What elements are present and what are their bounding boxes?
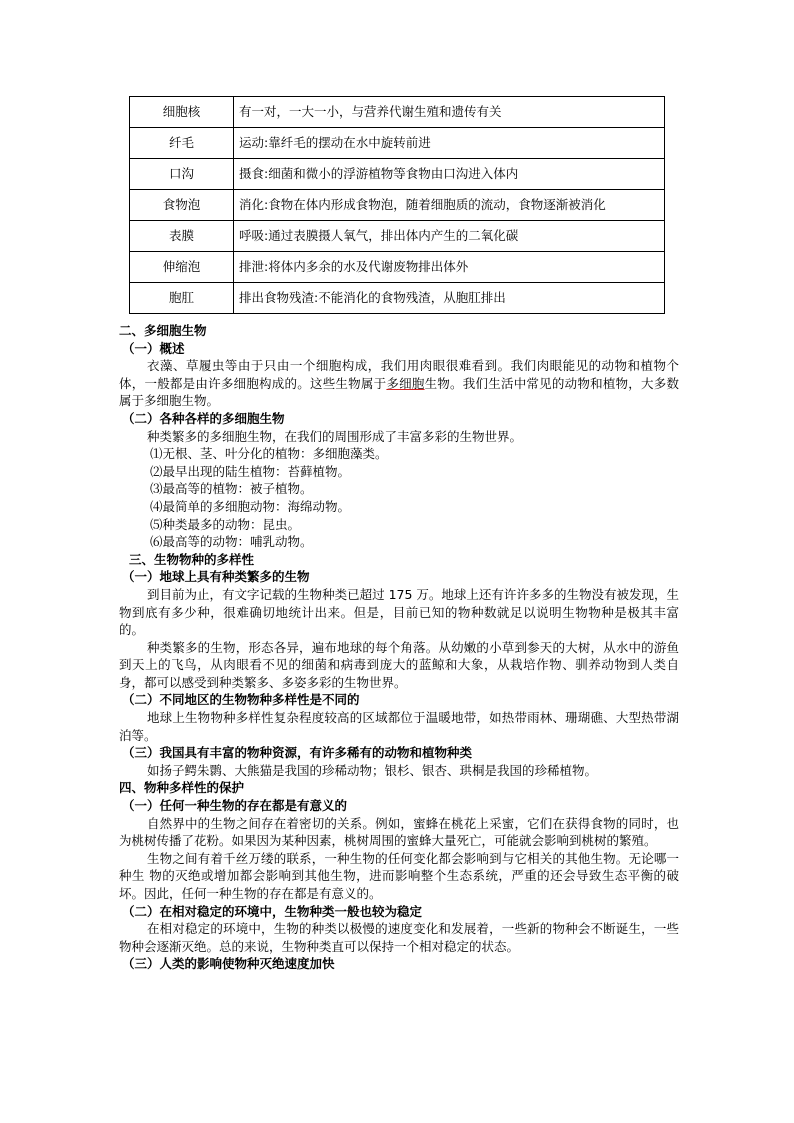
section-heading-species-diversity: 三、生物物种的多样性	[129, 551, 255, 567]
paragraph: 如扬子鳄朱鹮、大熊猫是我国的珍稀动物；银杉、银杏、珙桐是我国的珍稀植物。	[147, 762, 598, 778]
organelle-function-cell: 运动:靠纤毛的摆动在水中旋转前进	[234, 128, 665, 159]
list-item: ⑶最高等的植物：被子植物。	[150, 481, 313, 497]
table-row	[130, 221, 665, 252]
list-item: ⑷最简单的多细胞动物：海绵动物。	[150, 498, 351, 514]
organelle-function-cell: 呼吸:通过表膜摄人氧气，排出体内产生的二氧化碳	[234, 221, 665, 252]
subsection-heading-every-species-matters: （一）任何一种生物的存在都是有意义的	[122, 798, 348, 814]
organelle-name-cell: 食物泡	[130, 190, 234, 221]
table-row	[130, 252, 665, 283]
subsection-heading-stable-environment: （二）在相对稳定的环境中，生物种类一般也较为稳定	[122, 903, 423, 919]
document-body	[119, 322, 679, 973]
paragraph: 到目前为止，有文字记载的生物种类已超过 175 万。地球上还有许许多多的生物没有被发现，生物到底有多少种，很难确切地统计出来。但是，目前已知的物种数就足以说明生物物种是极其丰富的。	[119, 586, 679, 638]
organelle-name-cell: 口沟	[130, 159, 234, 190]
subsection-heading-overview: （一）概述	[122, 340, 185, 356]
organelle-table-body	[130, 97, 665, 314]
paragraph: 自然界中的生物之间存在着密切的关系。例如，蜜蜂在桃花上采蜜，它们在获得食物的同时，也为桃树传播了花粉。如果因为某种因素，桃树周围的蜜蜂大量死亡，可能就会影响到桃树的繁殖。	[119, 815, 679, 849]
paragraph	[119, 357, 679, 410]
paragraph-text: 衣藻、草履虫等由于只由一个细胞构成，我们用肉眼很难看到。我们肉眼能见的动物和植物个体，一般都是由许多细胞构成的。这些生物属于	[119, 358, 679, 391]
subsection-heading-many-species: （一）地球上具有种类繁多的生物	[122, 569, 310, 585]
paragraph-text: 生物。我们生活中常见的动物和植物，大多数属于多细胞生物。	[119, 375, 679, 409]
subsection-heading-variety: （二）各种各样的多细胞生物	[122, 410, 285, 426]
subsection-heading-regional-diversity: （二）不同地区的生物物种多样性是不同的	[122, 692, 360, 708]
organelle-function-cell: 消化:食物在体内形成食物泡，随着细胞质的流动，食物逐渐被消化	[234, 190, 665, 221]
underlined-term: 多细胞	[386, 375, 425, 391]
paragraph: 种类繁多的生物，形态各异，遍布地球的每个角落。从幼嫩的小草到参天的大树，从水中的游鱼到天上的飞鸟，从肉眼看不见的细菌和病毒到庞大的蓝鲸和大象，从栽培作物、驯养动物到人类自身，都可以感受到种类繁多、多姿多彩的生物世界。	[119, 639, 679, 690]
subsection-heading-human-impact: （三）人类的影响使物种灭绝速度加快	[122, 956, 335, 972]
section-heading-protection: 四、物种多样性的保护	[119, 780, 245, 796]
list-item: ⑸种类最多的动物：昆虫。	[150, 516, 301, 532]
section-heading-multicellular: 二、多细胞生物	[119, 323, 207, 338]
organelle-function-cell: 排出食物残渣:不能消化的食物残渣，从胞肛排出	[234, 283, 665, 314]
table-row	[130, 283, 665, 314]
list-item: ⑵最早出现的陆生植物：苔藓植物。	[150, 463, 351, 479]
organelle-name-cell: 表膜	[130, 221, 234, 252]
list-item: ⑴无根、茎、叶分化的植物：多细胞藻类。	[150, 446, 388, 462]
subsection-heading-china-resources: （三）我国具有丰富的物种资源，有许多稀有的动物和植物种类	[122, 745, 473, 761]
table-row	[130, 190, 665, 221]
organelle-function-cell: 排泄:将体内多余的水及代谢废物排出体外	[234, 252, 665, 283]
table-row	[130, 159, 665, 190]
list-item: ⑹最高等的动物：哺乳动物。	[150, 534, 313, 550]
organelle-name-cell: 纤毛	[130, 128, 234, 159]
paragraph: 地球上生物物种多样性复杂程度较高的区域都位于温暖地带，如热带雨林、珊瑚礁、大型热带湖泊等。	[119, 710, 679, 743]
organelle-name-cell: 胞肛	[130, 283, 234, 314]
paragraph: 种类繁多的多细胞生物，在我们的周围形成了丰富多彩的生物世界。	[147, 428, 523, 444]
table-row	[130, 128, 665, 159]
paragraph: 在相对稳定的环境中，生物的种类以极慢的速度变化和发展着，一些新的物种会不断诞生，一些物种会逐渐灭绝。总的来说，生物种类直可以保持一个相对稳定的状态。	[119, 921, 679, 954]
organelle-function-cell: 有一对，一大一小，与营养代谢生殖和遗传有关	[234, 97, 665, 128]
organelle-function-table	[129, 96, 665, 314]
paragraph: 生物之间有着千丝万缕的联系，一种生物的任何变化都会影响到与它相关的其他生物。无论哪一种生 物的灭绝或增加都会影响到其他生物，进而影响整个生态系统，严重的还会导致生态平衡的破坏。因此，任何一种生物的存在都是有意义的。	[119, 850, 679, 901]
organelle-function-cell: 摄食:细菌和微小的浮游植物等食物由口沟进入体内	[234, 159, 665, 190]
table-row	[130, 97, 665, 128]
organelle-name-cell: 细胞核	[130, 97, 234, 128]
organelle-name-cell: 伸缩泡	[130, 252, 234, 283]
